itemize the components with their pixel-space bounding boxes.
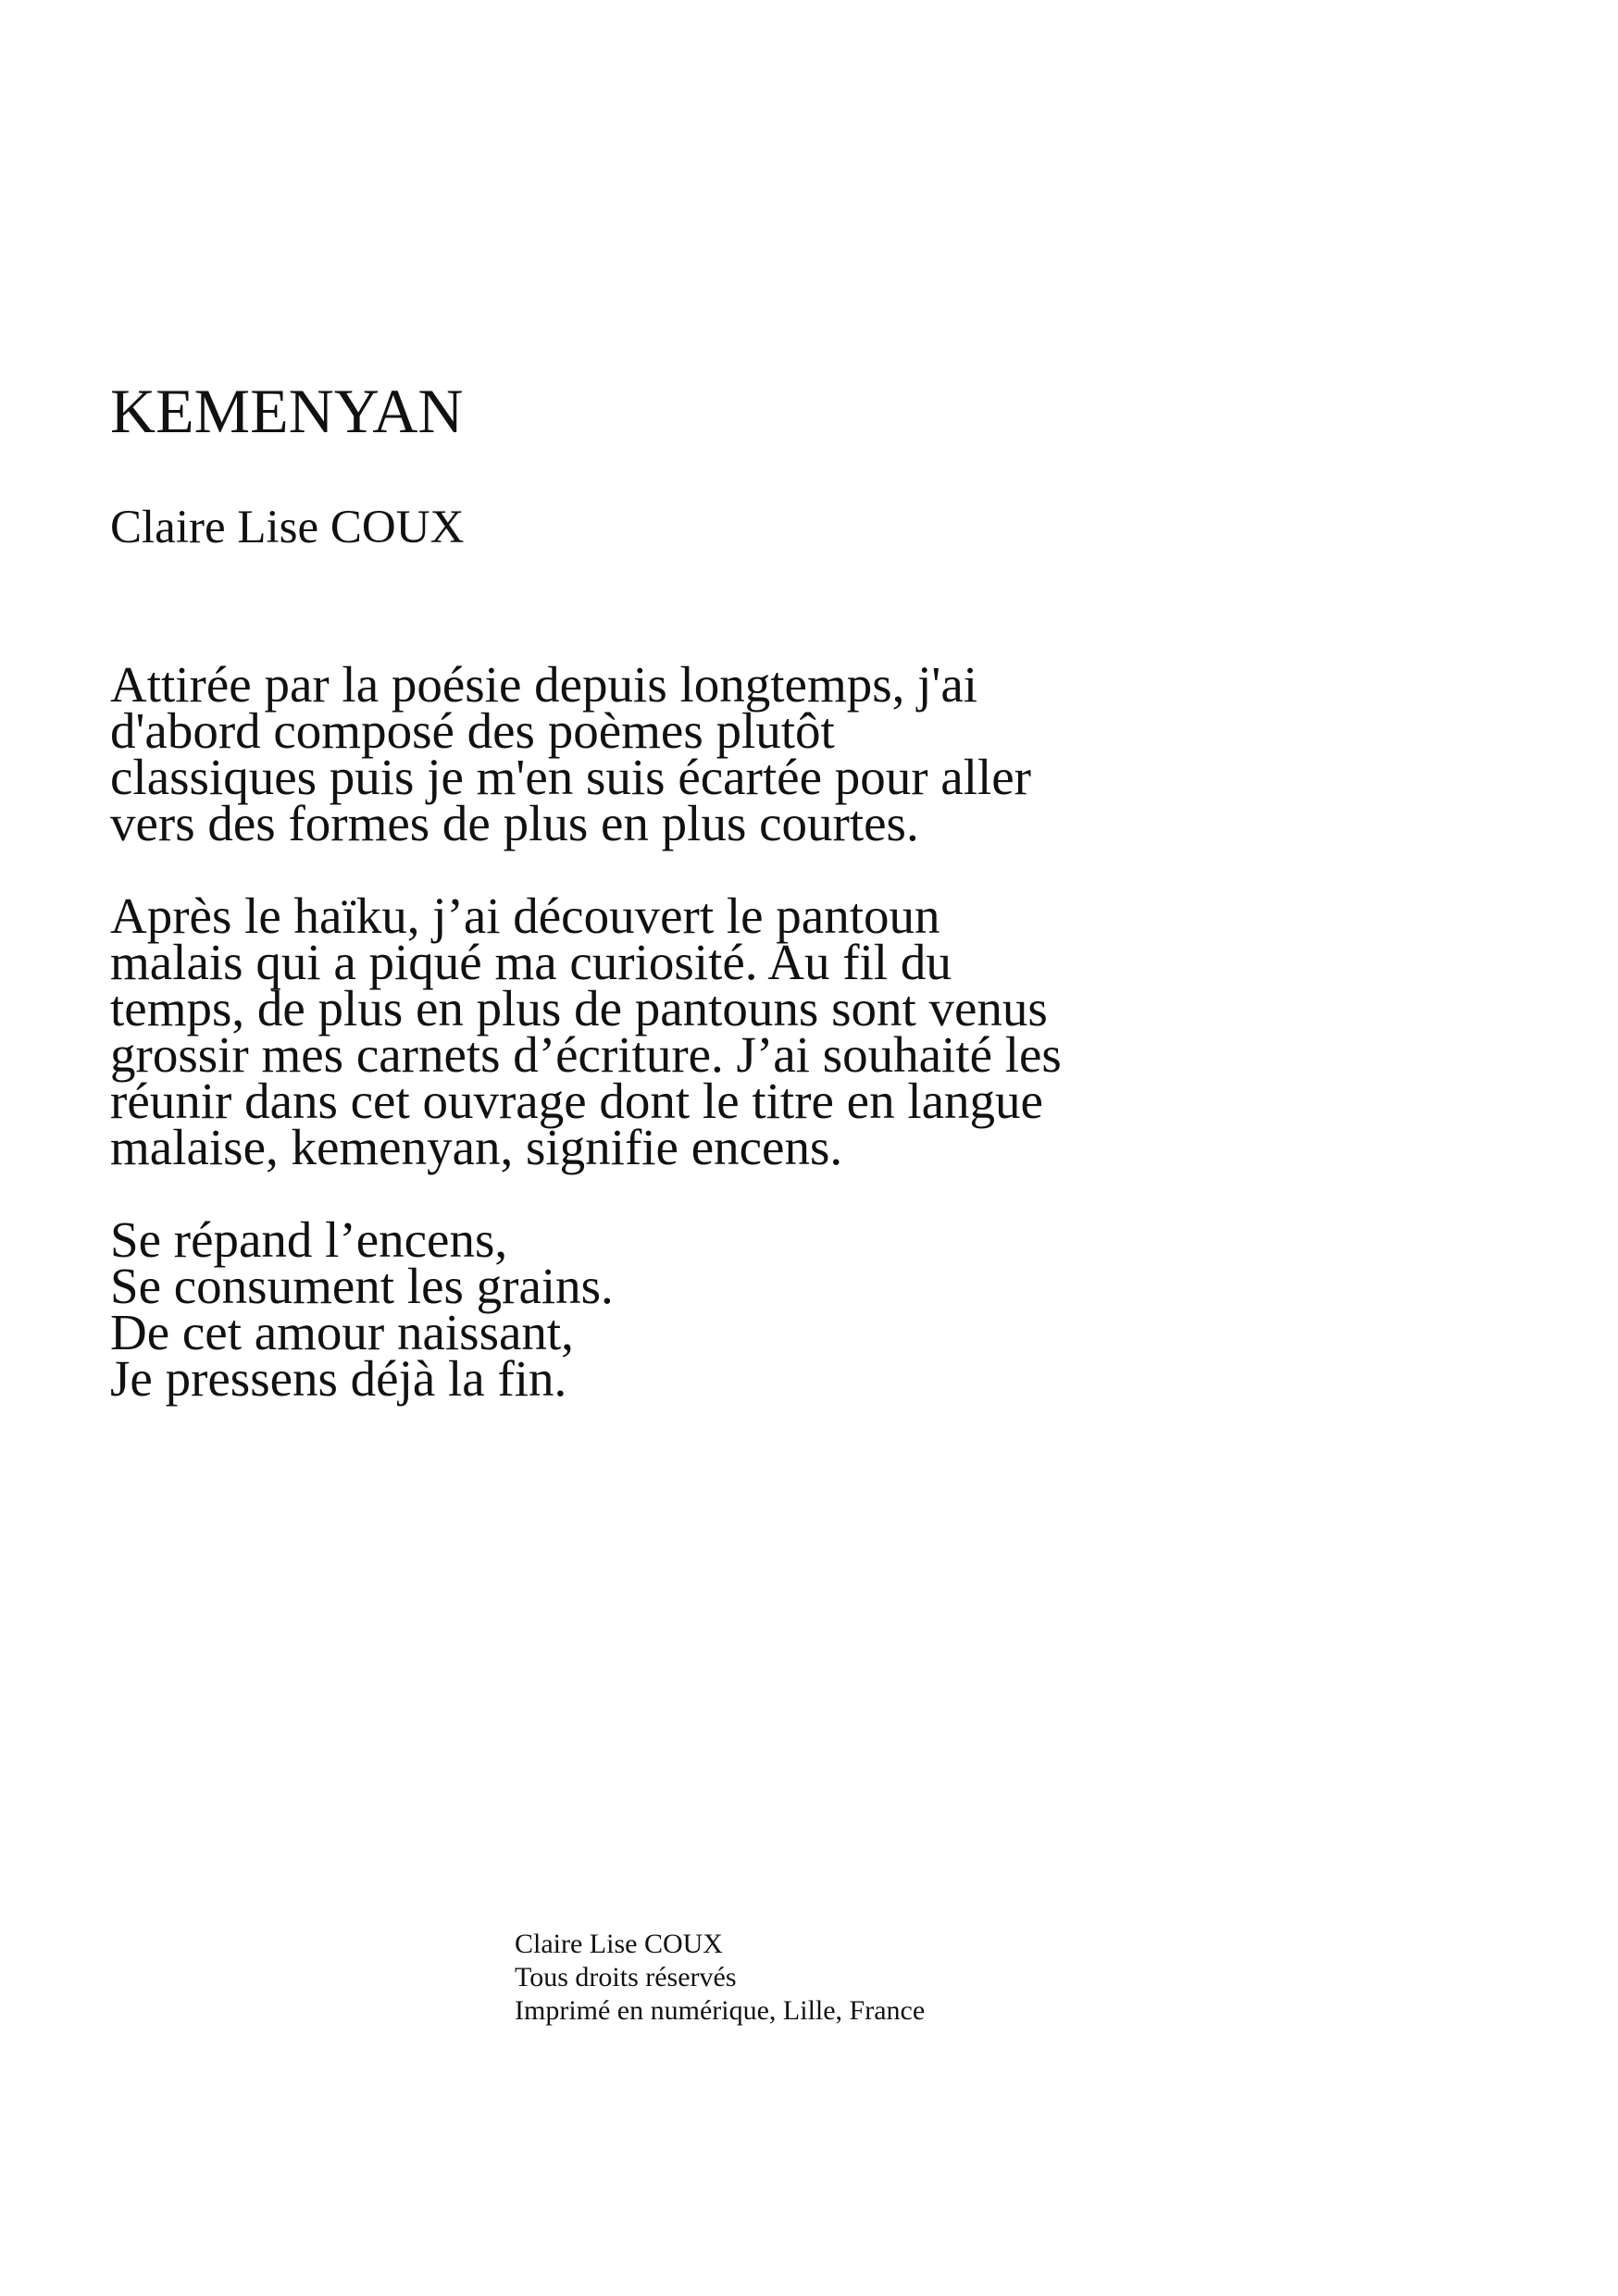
colophon-rights: Tous droits réservés	[515, 1962, 737, 1992]
poem-line: Se répand l’encens,	[110, 1211, 508, 1268]
paragraph-pantoun	[110, 887, 1313, 1175]
text-line: réunir dans cet ouvrage dont le titre en langue	[110, 1073, 1043, 1129]
text-line: vers des formes de plus en plus courtes.	[110, 795, 919, 851]
text-line: d'abord composé des poèmes plutôt	[110, 702, 835, 759]
text-line: malais qui a piqué ma curiosité. Au fil du	[110, 934, 952, 990]
text-line: Après le haïku, j’ai découvert le pantoun	[110, 887, 940, 944]
text-line: Attirée par la poésie depuis longtemps, j'ai	[110, 656, 978, 713]
author-name: Claire Lise COUX	[110, 502, 465, 553]
colophon-author: Claire Lise COUX	[515, 1929, 723, 1959]
back-cover-text	[110, 656, 1313, 1448]
book-title: KEMENYAN	[110, 376, 464, 446]
text-line: grossir mes carnets d’écriture. J’ai souhaité les	[110, 1026, 1062, 1083]
poem-excerpt	[110, 1211, 1313, 1407]
text-line: temps, de plus en plus de pantouns sont venus	[110, 980, 1048, 1036]
poem-line: De cet amour naissant,	[110, 1304, 574, 1360]
colophon-printing: Imprimé en numérique, Lille, France	[515, 1995, 926, 2026]
text-line: malaise, kemenyan, signifie encens.	[110, 1119, 843, 1175]
text-line: classiques puis je m'en suis écartée pour aller	[110, 749, 1031, 805]
colophon	[515, 1928, 925, 2028]
poem-line: Se consument les grains.	[110, 1258, 614, 1314]
poem-line: Je pressens déjà la fin.	[110, 1350, 567, 1407]
paragraph-intro	[110, 656, 1313, 851]
